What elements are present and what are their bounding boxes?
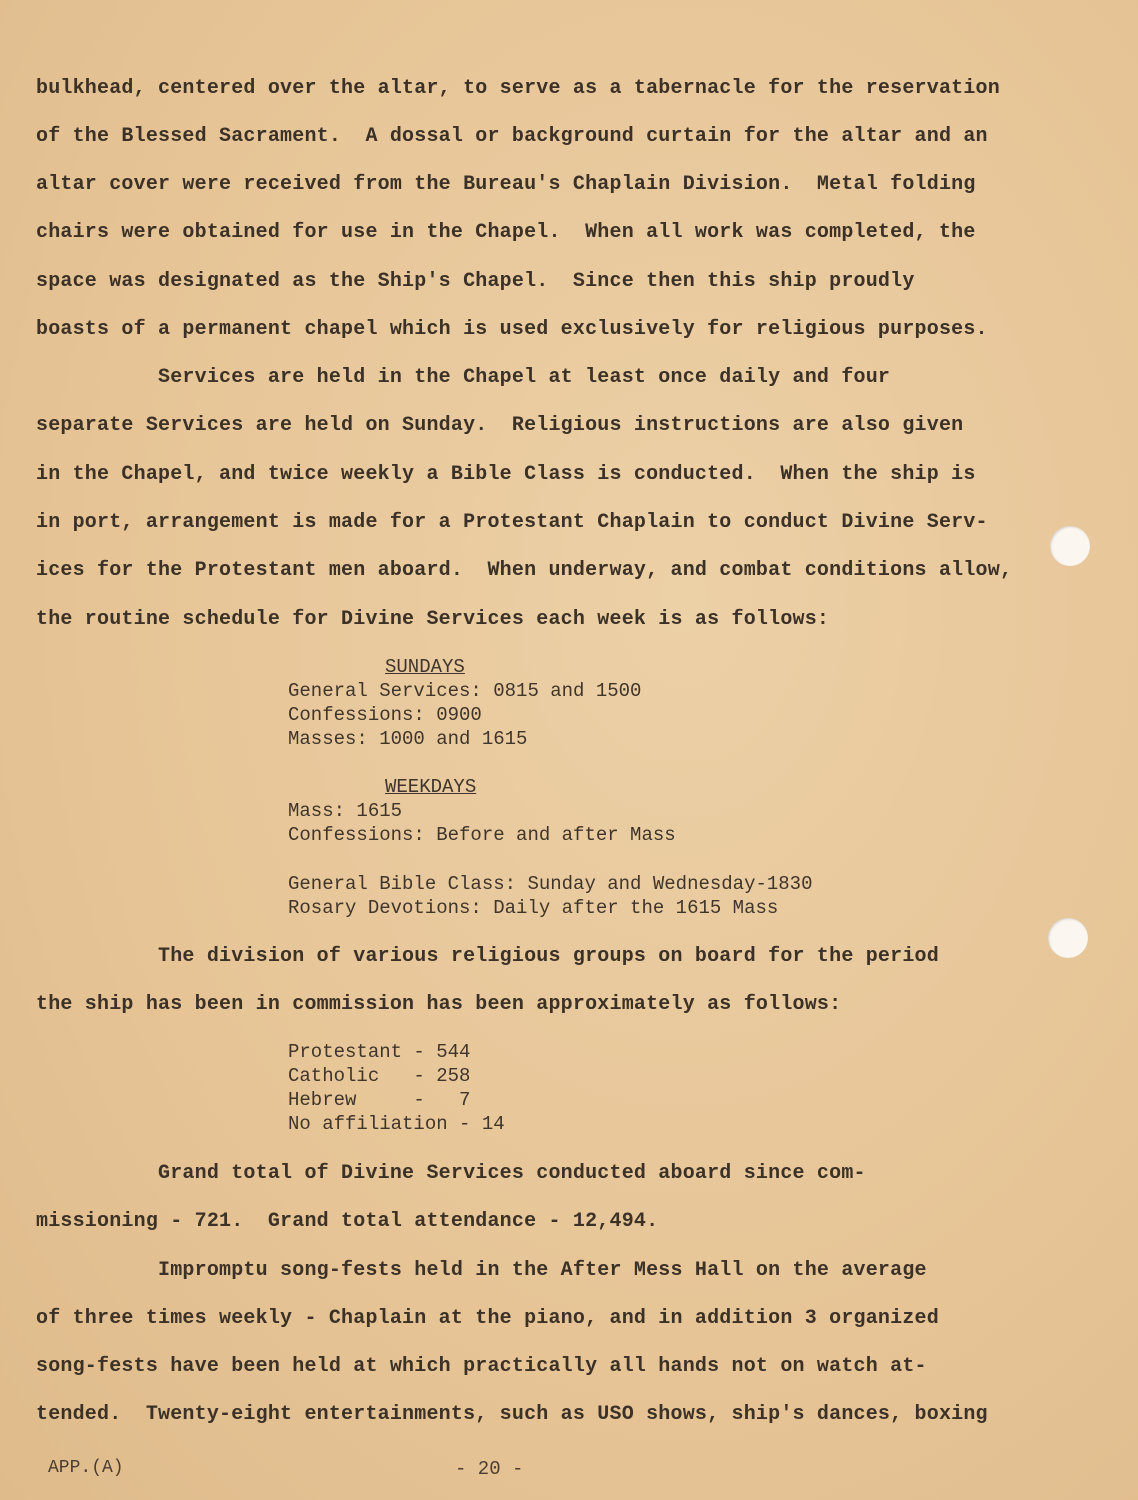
- text-line: separate Services are held on Sunday. Religious instructions are also given: [36, 414, 964, 437]
- binder-hole: [1050, 526, 1090, 566]
- text-line: Services are held in the Chapel at least once daily and four: [36, 366, 891, 389]
- text-line: boasts of a permanent chapel which is used exclusively for religious purposes.: [36, 318, 988, 341]
- text-line: of the Blessed Sacrament. A dossal or background curtain for the altar and an: [36, 125, 988, 148]
- text-line: song-fests have been held at which practically all hands not on watch at-: [36, 1355, 927, 1378]
- text-line: chairs were obtained for use in the Chapel. When all work was completed, the: [36, 221, 976, 244]
- text-line: Grand total of Divine Services conducted aboard since com-: [36, 1162, 866, 1185]
- group-line: Hebrew - 7: [288, 1089, 471, 1111]
- page-number: - 20 -: [455, 1458, 524, 1480]
- group-line: Protestant - 544: [288, 1041, 471, 1063]
- text-line: of three times weekly - Chaplain at the piano, and in addition 3 organized: [36, 1307, 939, 1330]
- text-line: tended. Twenty-eight entertainments, such as USO shows, ship's dances, boxing: [36, 1403, 988, 1426]
- text-line: the routine schedule for Divine Services each week is as follows:: [36, 608, 830, 631]
- text-line: The division of various religious groups on board for the period: [36, 945, 939, 968]
- schedule-line: Masses: 1000 and 1615: [288, 728, 528, 750]
- binder-hole: [1048, 918, 1088, 958]
- weekdays-heading: WEEKDAYS: [385, 776, 477, 798]
- text-line: altar cover were received from the Bureau's Chaplain Division. Metal folding: [36, 173, 976, 196]
- text-line: in the Chapel, and twice weekly a Bible Class is conducted. When the ship is: [36, 463, 976, 486]
- group-line: No affiliation - 14: [288, 1113, 505, 1135]
- appendix-label: APP.(A): [48, 1458, 124, 1478]
- text-line: in port, arrangement is made for a Protestant Chaplain to conduct Divine Serv-: [36, 511, 988, 534]
- schedule-line: General Bible Class: Sunday and Wednesday-1830: [288, 873, 813, 895]
- sundays-heading: SUNDAYS: [385, 656, 465, 678]
- schedule-line: Confessions: 0900: [288, 704, 482, 726]
- text-line: Impromptu song-fests held in the After Mess Hall on the average: [36, 1259, 927, 1282]
- text-line: space was designated as the Ship's Chapel. Since then this ship proudly: [36, 270, 915, 293]
- group-line: Catholic - 258: [288, 1065, 471, 1087]
- text-line: ices for the Protestant men aboard. When underway, and combat conditions allow,: [36, 559, 1013, 582]
- schedule-line: Confessions: Before and after Mass: [288, 824, 676, 846]
- schedule-line: General Services: 0815 and 1500: [288, 680, 642, 702]
- text-line: missioning - 721. Grand total attendance - 12,494.: [36, 1210, 659, 1233]
- schedule-line: Mass: 1615: [288, 800, 403, 822]
- text-line: bulkhead, centered over the altar, to serve as a tabernacle for the reservation: [36, 77, 1000, 100]
- schedule-line: Rosary Devotions: Daily after the 1615 Mass: [288, 897, 779, 919]
- text-line: the ship has been in commission has been approximately as follows:: [36, 993, 842, 1016]
